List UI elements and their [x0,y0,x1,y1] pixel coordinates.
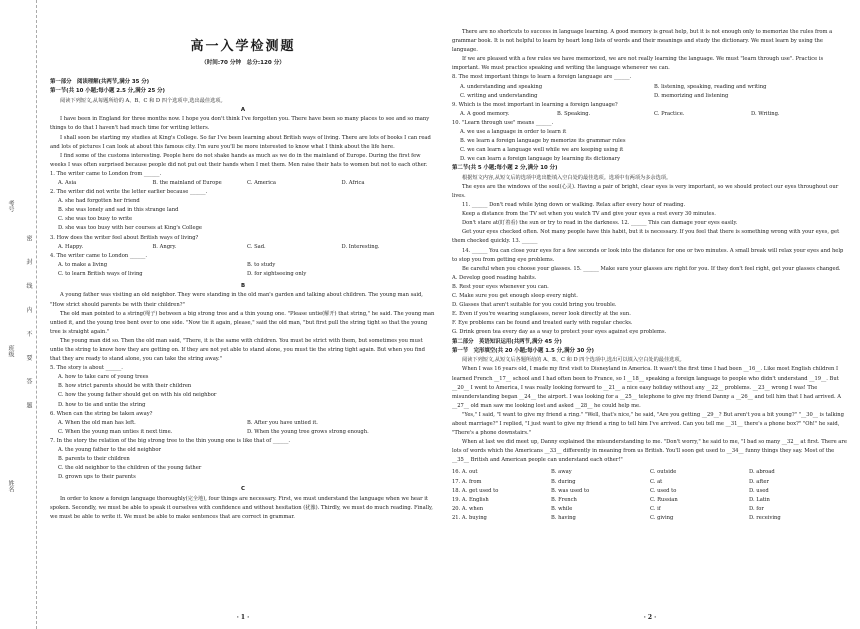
option: C. at [650,478,663,485]
seal-line [36,0,37,629]
option: B. we learn a foreign language by memorize its grammar rules [460,138,626,145]
passage-paragraph: 14. ______ You can close your eyes for a few seconds or look into the distance for one or two minutes. A small break will relax your eyes and help to stop you from getting eye problems. [452,247,844,263]
option: D. how to tie and untie the string [58,401,146,408]
question: 6. When can the string be taken away? [50,410,153,417]
question: 5. The story is about ______. [50,365,123,372]
choice-item: B. Rest your eyes whenever you can. [452,283,549,290]
cloze-heading: 第一节 完形填空(共 20 小题;每小题 1.5 分,满分 30 分) [452,347,594,354]
section2-heading: 第二节(共 5 小题;每小题 2 分,满分 10 分) [452,165,558,172]
option: 20. A. when [452,505,484,512]
question: 1. The writer came to London from ______. [50,170,162,177]
option: A. A good memory. [460,110,510,117]
option: D. abroad [749,469,775,476]
question: 4. The writer came to London ______. [50,252,148,259]
choice-item: D. Glasses that aren't suitable for you could bring you trouble. [452,302,617,309]
question: 2. The writer did not write the letter earlier because ______. [50,189,208,196]
page-number: · 2 · [643,614,657,621]
passage-paragraph: Keep a distance from the TV set when you watch TV and give your eyes a rest every 30 minutes. [462,211,716,218]
page-2 [452,0,848,629]
option: B. during [551,478,576,485]
choice-item: A. Develop good reading habits. [452,274,537,281]
option: C. if [650,505,661,512]
option: D. we can learn a foreign language by learning its dictionary [460,156,621,163]
option: 18. A. get used to [452,487,499,494]
passage-paragraph: The young man did so. Then the old man said, "There, it is the same with children. You must be strict with them, but sometimes you must untie the string to know how they are getting on. If they are not yet able to stand alone, you must tie the string tight again. But when you find that they are ready to stand alone, you can take the string away." [50,337,425,363]
option: B. while [551,505,573,512]
option: A. we use a language in order to learn it [460,129,567,136]
passage-paragraph: The old man pointed to a string(绳子) between a big strong tree and a thin young one. "Please untie(解开) that string," he said. The young man untied it, and the young tree bent over to one side. "Now tie it again, please," said the old man, "but first pull the string tight so that the young tree is straight again." [50,310,435,335]
question: 8. The most important things to learn a foreign language are ______. [452,74,632,81]
page-number: · 1 · [236,614,250,621]
options-row [50,428,436,437]
question: 10. "Learn through use" means ______. [452,119,554,126]
option: 17. A. from [452,478,482,485]
passage-paragraph: The eyes are the windows of the soul(心灵). Having a pair of bright, clear eyes is very important, so we should protect our eyes throughout our lives. [452,183,839,199]
option: B. how strict parents should be with their children [58,383,192,390]
passage-c-label: C [241,486,245,493]
passage-paragraph: When I was 16 years old, I made my first visit to Disneyland in America. It wasn't the first time I had been __16__. Like most English children I learned French __17__ school and I had often been to France, so I __18__ speaking a foreign language to people who didn't understand __19__. But __20__ I went to America, I was really looking forward to __21__ a nice easy holiday without any __22__ problems. __23__ wrong I was! The misunderstanding began __24__ the airport. I was looking for a __25__ telephone to give my friend Danny a __26__ and tell him that I had arrived. A __27__ old man saw me looking lost and asked __28__ he could help me. [452,366,842,409]
option: D. Writing. [751,110,780,117]
name-label: 姓名 [7,480,14,492]
passage-a-label: A [240,106,246,113]
option: D. Interesting. [341,243,380,250]
choice-item: C. Make sure you get enough sleep every night. [452,293,578,300]
section1-heading: 第一节(共 10 小题;每小题 2.5 分,满分 25 分) [50,88,166,95]
passage-paragraph: In order to know a foreign language thoroughly(完全地), four things are necessary. First, we must understand the language when we hear it spoken. Secondly, we must be able to speak it ourselves with confidence and without hesitation (犹豫). Thirdly, we must do much reading. Finally, we must be able to write it. We must be able to make sentences that are correct in grammar. [50,495,433,520]
option: D. used [749,487,769,494]
option: A. When the old man has left. [58,419,136,426]
option: 19. A. English [452,496,489,503]
instructions: 阅读下列短文,从短文后各题所给的 A、B、C 和 D 四个选项中,选出可以填入空白处的最佳选项。 [462,357,685,364]
option: B. French [551,496,577,503]
sidebar [0,0,44,629]
option: B. to study [247,261,276,268]
option: A. Happy. [58,243,84,250]
instructions: 阅读下列短文,从每题所给的 A、B、C 和 D 四个选项中,选出最佳选项。 [60,97,226,104]
option: A. to make a living [58,261,108,268]
option: C. the old neighbor to the children of the young father [58,465,202,472]
passage-paragraph: Get your eyes checked often. Not many people have this habit, but it is necessary. If you feel that there is something wrong with your eyes, get them checked quickly. 13. ______ [452,229,840,245]
option: B. was used to [551,487,590,494]
option: D. grown ups to their parents [58,474,136,481]
options-row [452,83,848,92]
option: 21. A. buying [452,514,487,521]
option: A. understanding and speaking [460,83,543,90]
page-subtitle: （时间:70 分钟 总分:120 分） [201,60,285,66]
passage-paragraph: When at last we did meet up, Danny explained the misunderstanding to me. "Don't worry," he said to me, "I bad so many __32__ at first. There are lots of words which the Americans __33__ differently in meaning from us British. You'll soon get used to __34__ funny things they say. Most of the __35__ British and American people can understand each other!" [452,439,847,464]
choice-item: G. Drink green tea every day as a way to protect your eyes against eye problems. [452,329,667,336]
passage-paragraph: I shall soon be starting my studies at King's College. So far I've been learning about British ways of living. There are lots of books I can read and lots of pictures I can look at about this famous city. I'm sure you'll be more interested to know what I think about the life here. [50,134,431,150]
question: 3. How does the writer feel about British ways of living? [50,234,199,241]
passage-paragraph: I have been in England for three months now. I hope you don't think I've forgotten you. There have been so many places to see and so many things to do that I haven't had much time for writing letters. [50,116,430,132]
options-row [452,92,848,101]
class-label: 班级 [7,345,14,357]
option: B. she was lonely and sad in this strange land [58,207,179,214]
option: D. for sightseeing only [247,270,307,277]
option: 16. A. out [452,469,478,476]
option: C. used to [650,487,677,494]
option: C. Practice. [654,110,685,117]
option: D. memorizing and listening [654,92,729,99]
option: B. away [551,469,572,476]
option: B. After you have untied it. [247,419,318,426]
options-row [452,110,848,119]
options-row [50,243,436,252]
option: C. how the young father should get on with his old neighbor [58,392,217,399]
page-1 [50,0,436,629]
option: A. she had forgotten her friend [58,198,140,205]
option: D. Latin [749,496,770,503]
option: B. Speaking. [557,110,591,117]
option: C. she was too busy to write [58,216,133,223]
option: C. Russian [650,496,678,503]
option: B. listening, speaking, reading and writing [654,83,767,90]
option: A. how to take care of young trees [58,374,149,381]
option: C. to learn British ways of living [58,270,143,277]
passage-paragraph: If we are pleased with a few rules we have memorized, we are not really learning the language. We must "learn through use". Practice is important. We must practice speaking and writing the language whenever we can. [452,56,824,72]
option: C. When the young man unties it next time. [58,428,173,435]
option: C. writing and understanding [460,92,538,99]
page-title: 高一入学检测题 [190,39,296,54]
choice-item: F. Eye problems can be found and treated early with regular checks. [452,320,633,327]
option: D. after [749,478,769,485]
question: 7. In the story the relation of the big strong tree to the thin young one is like that of ______. [50,437,291,444]
option: D. for [749,505,764,512]
passage-paragraph: A young father was visiting an old neighbor. They were standing in the old man's garden and talking about children. The young man said, "How strict should parents be with their children?" [50,292,423,308]
option: B. having [551,514,576,521]
passage-paragraph: I find some of the customs interesting. People here do not shake hands as much as we do in the mainland of Europe. During the first few weeks I was often surprised because people did not put out their hands when I met them. Men raise their hats to women but not to each other. [50,152,428,168]
option: C. America [247,179,276,186]
part2-heading: 第二部分 英语知识运用(共两节,满分 45 分) [452,338,562,345]
exam-no-label: 考号 [7,200,14,212]
option: C. giving [650,514,674,521]
option: C. Sad. [247,243,266,250]
options-row [50,179,436,188]
option: A. the young father to the old neighbor [58,447,161,453]
option: B. the mainland of Europe [152,179,222,186]
cloze-options [452,468,848,523]
options-row [50,270,436,279]
option: D. she was too busy with her courses at King's College [58,225,202,232]
passage-paragraph: 11. ______ Don't read while lying down or walking. Relax after every hour of reading. [462,202,686,209]
option: A. Asia [58,179,77,186]
option: C. we can learn a language well while we are keeping using it [460,147,624,154]
question: 9. Which is the most important in learning a foreign language? [452,101,618,108]
passage-paragraph: There are no shortcuts to success in language learning. A good memory is great help, but it is not enough only to memorize the rules from a grammar book. It is not helpful to learn by heart long lists of words and their meanings and study the dictionary. We must learn by using the language. [452,29,833,54]
option: D. Africa [341,179,365,186]
passage-paragraph: Don't stare at(盯着看) the sun or try to read in the darkness. 12. ______ This can damage your eyes easily. [462,220,738,227]
passage-paragraph: "Yes," I said, "I want to give my friend a ring." "Well, that's nice," he said, "Are you getting __29__? But aren't you a bit young?" "__30__ is talking about marriage?" I replied, "I just want to give my friend a ring to tell him I've arrived. Can you tell me __31__ there's a phone box?" "Oh!" he said, "There's a phone downstairs." [452,411,844,437]
option: D. receiving [749,514,781,521]
part1-heading: 第一部分 阅读理解(共两节,满分 35 分) [50,79,150,85]
instructions: 根据短文内容,从短文后的选项中选出能填入空白处的最佳选项。选项中有两项为多余选项。 [462,174,672,181]
seal-line-text: 密 封 线 内 不 要 答 题 [25,235,32,417]
passage-b-label: B [240,283,246,289]
option: B. parents to their children [58,456,130,463]
option: C. outside [650,469,677,476]
options-row [50,261,436,270]
options-row [50,419,436,428]
choice-item: E. Even if you're wearing sunglasses, never look directly at the sun. [452,311,631,318]
option: D. When the young tree grows strong enough. [247,428,369,435]
passage-paragraph: Be careful when you choose your glasses. 15. ______ Make sure your glasses are right for you. If they don't feel right, get your glasses changed. [462,265,841,272]
option: B. Angry. [152,243,177,250]
